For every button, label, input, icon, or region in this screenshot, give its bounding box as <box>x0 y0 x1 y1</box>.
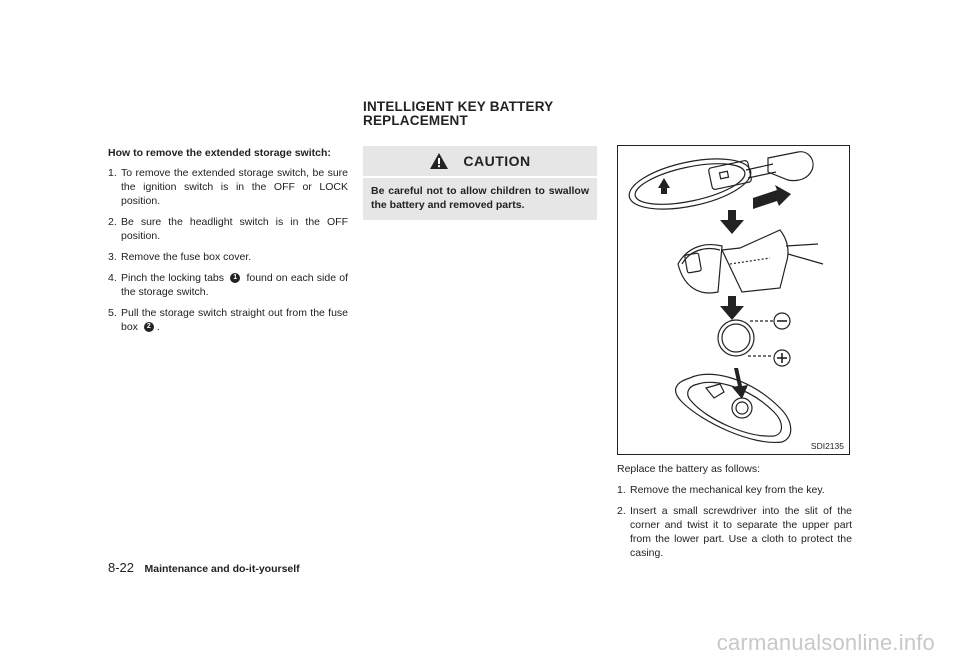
left-steps-list <box>108 166 348 334</box>
list-item <box>108 250 348 264</box>
list-item <box>108 271 348 299</box>
callout-2-icon: 2 <box>144 322 154 332</box>
right-intro: Replace the battery as follows: <box>617 463 760 475</box>
step-text: Be sure the headlight switch is in the OFF position. <box>121 216 348 242</box>
page-number: 8-22 <box>108 560 135 575</box>
callout-1-icon: 1 <box>230 273 240 283</box>
step-number: 4. <box>108 272 117 284</box>
warning-icon <box>429 152 449 170</box>
step-number: 5. <box>108 307 117 319</box>
list-item <box>108 215 348 243</box>
step-number: 2. <box>617 505 626 517</box>
pull-arrow-icon <box>753 185 791 209</box>
step-number: 1. <box>617 484 626 496</box>
lower-casing-drawing <box>676 374 791 442</box>
key-battery-diagram <box>618 146 851 456</box>
caution-header <box>363 146 597 176</box>
down-arrow-icon <box>720 296 744 320</box>
right-column <box>617 462 852 567</box>
key-fob-top-drawing <box>625 150 813 219</box>
step-text: Insert a small screwdriver into the slit of the corner and twist it to separate the upper part from the lower part. Use a cloth to protect the casing. <box>630 505 852 559</box>
step-text-pre: Pull the storage switch straight out from the fuse box <box>121 307 348 333</box>
step-number: 2. <box>108 216 117 228</box>
caution-box <box>363 146 597 220</box>
list-item <box>108 306 348 334</box>
right-steps-list <box>617 483 852 560</box>
step-number: 3. <box>108 251 117 263</box>
caution-title: CAUTION <box>463 153 531 169</box>
section-title <box>363 100 663 128</box>
chapter-title: Maintenance and do-it-yourself <box>144 563 300 575</box>
up-arrow-icon <box>658 178 670 194</box>
down-arrow-icon <box>720 210 744 234</box>
step-text-post: . <box>156 321 160 333</box>
left-column <box>108 146 348 341</box>
step-text-pre: Pinch the locking tabs <box>121 272 225 284</box>
battery-replacement-illustration <box>617 145 850 455</box>
step-text-post: found on each side of the storage switch. <box>121 272 349 298</box>
caution-text: Be careful not to allow children to swallow the battery and removed parts. <box>363 178 597 220</box>
list-item <box>617 483 852 497</box>
step-text: Remove the mechanical key from the key. <box>630 484 825 496</box>
screwdriver-separation-drawing <box>678 230 823 293</box>
step-text: To remove the extended storage switch, be sure the ignition switch is in the OFF or LOCK position. <box>121 167 348 207</box>
section-title-line2: REPLACEMENT <box>363 113 468 128</box>
section-title-line1: INTELLIGENT KEY BATTERY <box>363 99 554 114</box>
sub-heading: How to remove the extended storage switch: <box>108 147 331 159</box>
step-text: Remove the fuse box cover. <box>121 251 252 263</box>
coin-battery-drawing <box>718 313 790 366</box>
page-footer <box>108 559 300 577</box>
step-number: 1. <box>108 167 117 179</box>
list-item <box>617 504 852 560</box>
list-item <box>108 166 348 208</box>
watermark: carmanualsonline.info <box>716 630 935 655</box>
figure-label: SDI2135 <box>810 441 844 451</box>
